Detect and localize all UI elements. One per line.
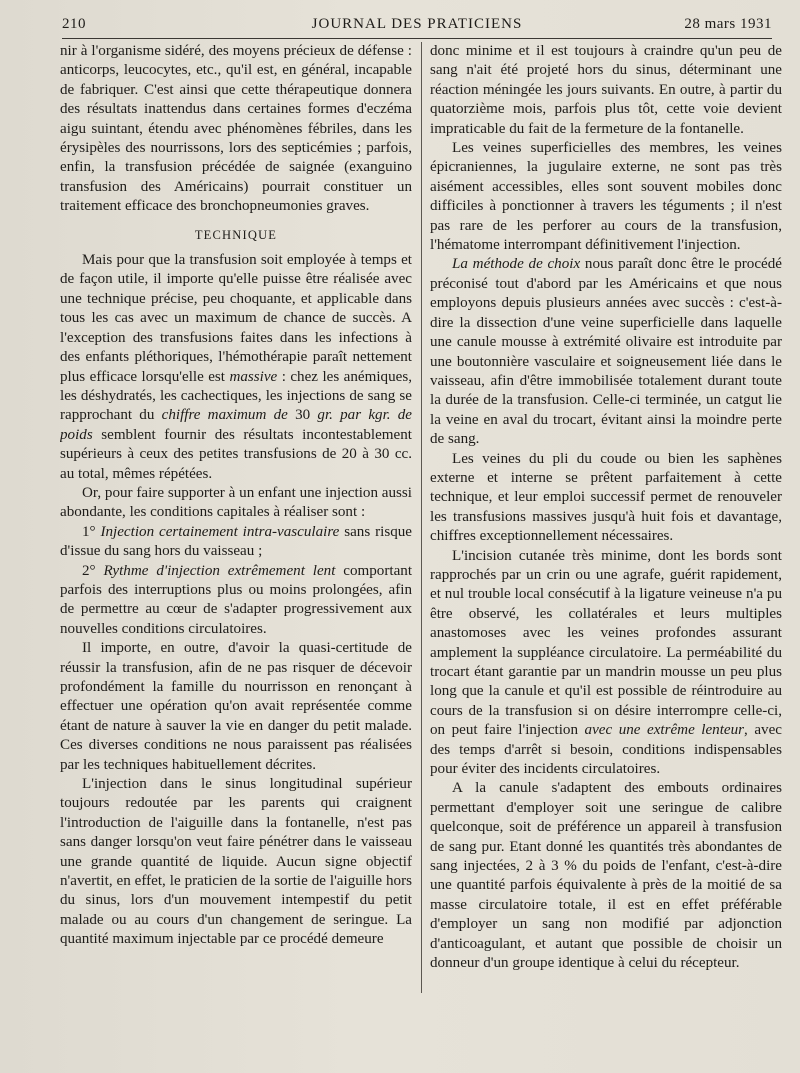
paragraph: Mais pour que la transfusion soit employée à temps et de façon utile, il importe qu'elle puisse être réalisée avec une technique précise, peu choquante, et applicable dans tous les cas avec un maximum de chance de succès. A l'exception des transfusions faites dans les infections à des enfants pléthoriques, l'hémothérapie paraît nettement plus efficace lorsqu'elle est massive : chez les anémiques, les déshydratés, les cachectiques, les injections de sang se rapprochant du chiffre maximum de 30 gr. par kgr. de poids semblent fournir des résultats incontestablement supérieurs à ceux des petites transfusions de 20 à 30 cc. au total, mêmes répétées.: [60, 252, 412, 482]
list-item: 2° Rythme d'injection extrêmement lent comportant parfois des interruptions plus ou moins prolongées, afin de permettre au cœur de s'adapter progressivement aux nouvelles conditions circulatoires.: [60, 562, 412, 637]
paragraph: donc minime et il est toujours à craindre qu'un peu de sang n'ait été projeté hors du sinus, déterminant une réaction méningée les jours suivants. En outre, à partir du quatorzième mois, parfois plus tôt, cette voie devient impraticable du fait de la fermeture de la fontanelle.: [430, 43, 782, 137]
paragraph: Or, pour faire supporter à un enfant une injection aussi abondante, les conditions capitales à réaliser sont :: [60, 484, 412, 521]
paragraph: nir à l'organisme sidéré, des moyens précieux de défense : anticorps, leucocytes, etc., qu'il est, en général, incapable de fabriquer. C'est ainsi que cette thérapeutique donnera des résultats inattendus dans certaines formes d'eczéma aigu suintant, étendu avec phénomènes fébriles, dans les érysipèles des nourrissons, lors des septicémies ; parfois, enfin, la transfusion précédée de saignée (exanguino transfusion des Américains) pourrait constituer un traitement efficace des bronchopneumonies graves.: [60, 43, 412, 215]
paragraph: Il importe, en outre, d'avoir la quasi-certitude de réussir la transfusion, afin de ne pas risquer de décevoir profondément la famille du nourrisson en renonçant à effectuer une opération qu'on avait représentée comme étant de nature à sauver la vie en danger du petit malade. Ces diverses conditions ne nous paraissent pas réalisées par les techniques habituellement décrites.: [60, 640, 412, 773]
running-header: [62, 14, 772, 39]
section-title: TECHNIQUE: [194, 227, 278, 242]
left-column: [60, 42, 412, 1013]
paragraph: La méthode de choix nous paraît donc être le procédé préconisé tout d'abord par les Américains et que nous employons depuis plusieurs années avec succès : c'est-à-dire la dissection d'une veine superficielle dans laquelle une canule mousse à extrémité olivaire est introduite par une boutonnière vasculaire et soigneusement liée dans le vaisseau, afin d'être immobilisée totalement durant toute la durée de la transfusion. Celle-ci terminée, un catgut lie la veine en aval du trocart, évitant ainsi la moindre perte de sang.: [430, 256, 782, 448]
paragraph: Les veines du pli du coude ou bien les saphènes externe et interne se prêtent parfaitement à cette technique, et leur emploi successif permet de renouveler les transfusions massives jusqu'à huit fois et davantage, chiffres exceptionnellement nécessaires.: [430, 450, 782, 545]
journal-title: JOURNAL DES PRATICIENS: [311, 16, 523, 32]
page-number: 210: [62, 16, 86, 32]
paragraph: Les veines superficielles des membres, les veines épicraniennes, la jugulaire externe, ne sont pas très aisément accessibles, elles sont souvent mobiles donc difficiles à ponctionner à travers les téguments ; il n'est pas rare de les perforer au cours de la transfusion, l'hématome interrompant définitivement l'injection.: [430, 140, 782, 254]
paragraph: A la canule s'adaptent des embouts ordinaires permettant d'employer soit une seringue de calibre quelconque, soit de préférence un appareil à transfusion de sang pur. Etant donné les quantités très abondantes de sang injectées, 2 à 3 % du poids de l'enfant, c'est-à-dire une quantité parfois équivalente à près de la moitié de sa masse circulatoire totale, il est en effet préférable d'employer un sang non modifié par adjonction d'anticoagulant, et autant que possible de choisir un donneur d'un groupe identique à celui du récepteur.: [430, 780, 782, 972]
paragraph: L'injection dans le sinus longitudinal supérieur toujours redoutée par les parents qui craignent l'introduction de l'aiguille dans la fontanelle, n'est pas sans danger lorsqu'on veut faire pénétrer dans le vaisseau une grande quantité de liquide. Aucun signe objectif n'avertit, en effet, le praticien de la sortie de l'aiguille hors du sinus, lors d'un mouvement intempestif du petit malade ou au cours d'un changement de seringue. La quantité maximum injectable par ce procédé demeure: [60, 776, 412, 948]
issue-date: 28 mars 1931: [684, 16, 772, 32]
list-item: 1° Injection certainement intra-vasculaire sans risque d'issue du sang hors du vaisseau ;: [60, 523, 412, 560]
paragraph: L'incision cutanée très minime, dont les bords sont rapprochés par un crin ou une agrafe, guérit rapidement, et nul trouble local consécutif à la ligature veineuse n'a pu être observé, les collatérales et leurs multiples anastomoses avec les veines profondes assurant amplement la suppléance circulatoire. La perméabilité du trocart étant garantie par un mandrin mousse un peu plus long que la canule et qu'il est possible de réintroduire au cours de la transfusion si on désire interrompre celle-ci, on peut faire l'injection avec une extrême lenteur, avec des temps d'arrêt si besoin, conditions indispensables pour éviter des incidents circulatoires.: [430, 547, 782, 778]
column-divider: [421, 42, 422, 993]
right-column: [430, 42, 782, 1013]
